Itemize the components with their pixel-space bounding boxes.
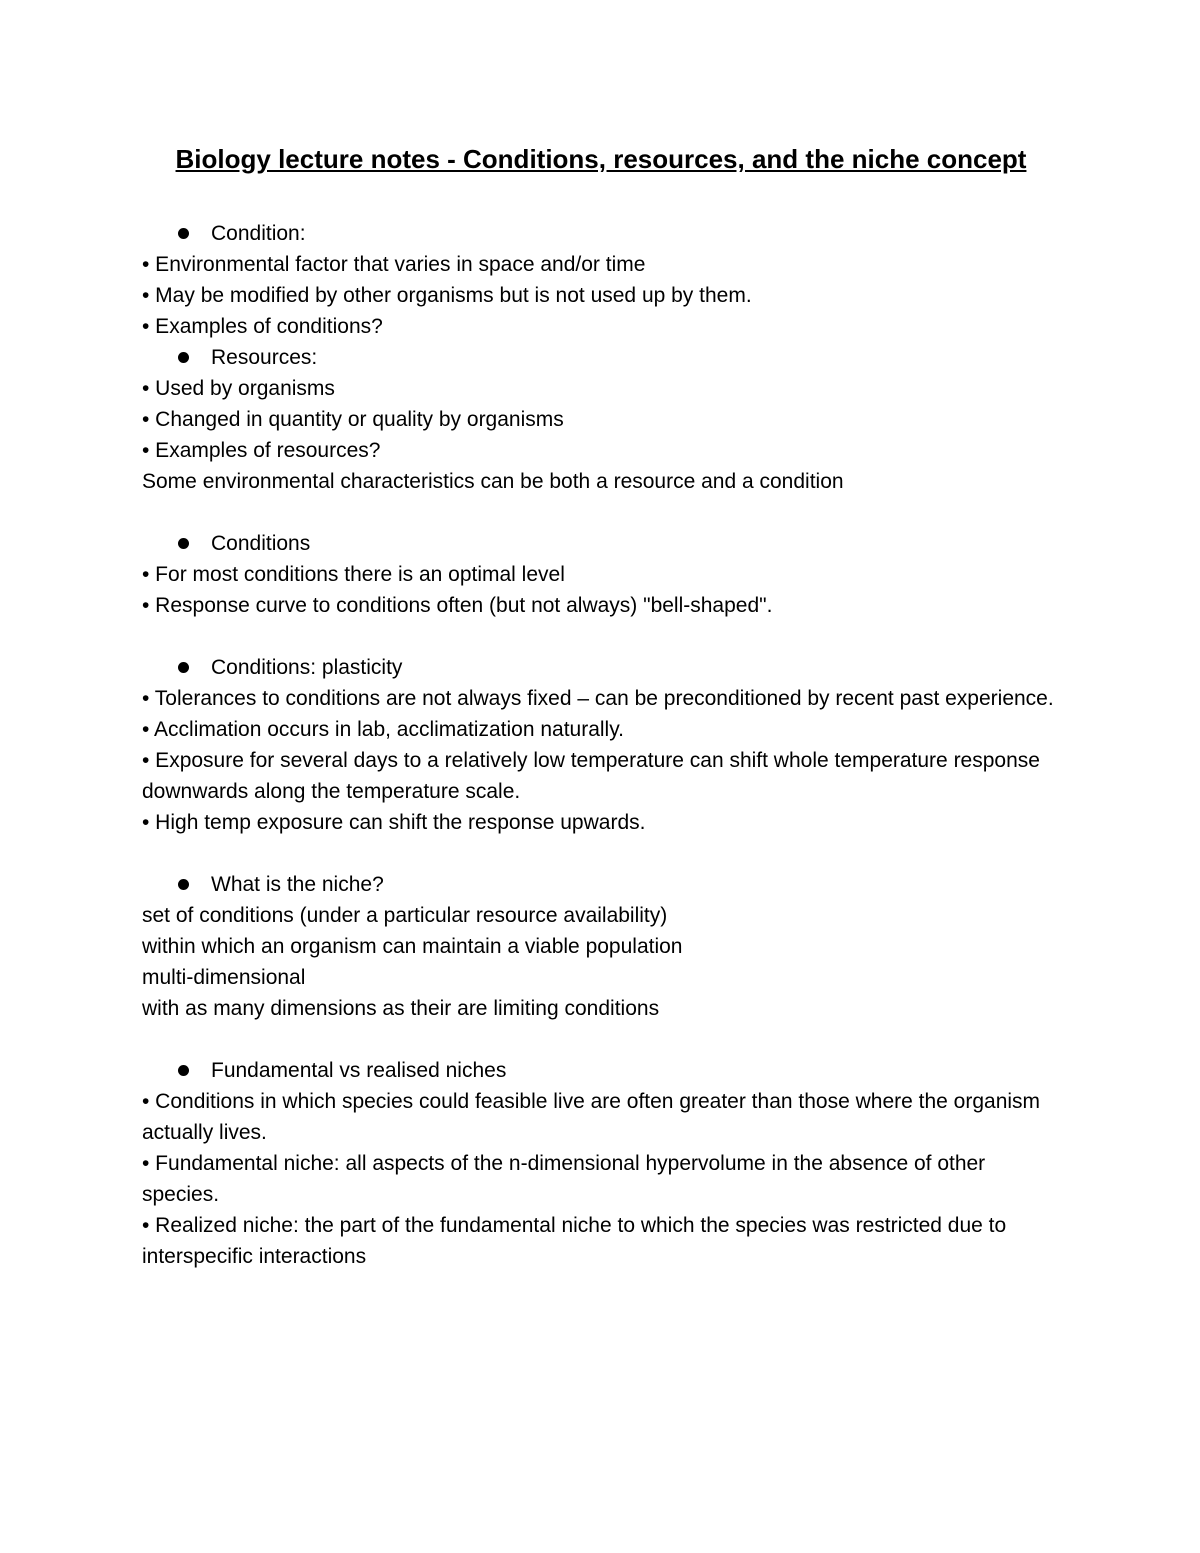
section-heading-label: Resources: xyxy=(211,346,318,369)
document-title: Biology lecture notes - Conditions, resources, and the niche concept xyxy=(175,144,1027,174)
note-line: • May be modified by other organisms but is not used up by them. xyxy=(142,284,752,307)
note-line: • Changed in quantity or quality by organisms xyxy=(142,408,564,431)
section-heading-label: Condition: xyxy=(211,222,306,245)
section-heading xyxy=(142,652,1060,683)
note-line: set of conditions (under a particular resource availability) xyxy=(142,904,668,927)
bullet-icon xyxy=(178,352,189,363)
note-line: Some environmental characteristics can be both a resource and a condition xyxy=(142,470,844,493)
spacer xyxy=(142,497,1060,528)
document-page xyxy=(142,140,1060,1272)
bullet-icon xyxy=(178,662,189,673)
section-heading xyxy=(142,1055,1060,1086)
note-line: with as many dimensions as their are limiting conditions xyxy=(142,997,660,1020)
spacer xyxy=(142,838,1060,869)
note-line: • Conditions in which species could feasible live are often greater than those where the organism actually lives. xyxy=(142,1090,1041,1144)
section-resources xyxy=(142,342,1060,497)
section-heading-label: Fundamental vs realised niches xyxy=(211,1059,507,1082)
note-line: • Acclimation occurs in lab, acclimatization naturally. xyxy=(142,718,624,741)
section-condition xyxy=(142,218,1060,342)
bullet-icon xyxy=(178,228,189,239)
note-line: within which an organism can maintain a viable population xyxy=(142,935,683,958)
section-niche xyxy=(142,869,1060,1024)
spacer xyxy=(142,1024,1060,1055)
spacer xyxy=(142,621,1060,652)
note-line: multi-dimensional xyxy=(142,966,306,989)
note-line: • Exposure for several days to a relatively low temperature can shift whole temperature response downwards along the temperature scale. xyxy=(142,749,1040,803)
section-conditions xyxy=(142,528,1060,621)
note-line: • Tolerances to conditions are not always fixed – can be preconditioned by recent past experience. xyxy=(142,687,1054,710)
section-heading xyxy=(142,869,1060,900)
section-heading-label: Conditions: plasticity xyxy=(211,656,403,679)
note-line: • For most conditions there is an optimal level xyxy=(142,563,565,586)
section-fundamental-realised xyxy=(142,1055,1060,1272)
section-heading-label: Conditions xyxy=(211,532,311,555)
note-line: • Examples of conditions? xyxy=(142,315,383,338)
bullet-icon xyxy=(178,1065,189,1076)
note-line: • Realized niche: the part of the fundamental niche to which the species was restricted due to interspecific interactions xyxy=(142,1214,1007,1268)
note-line: • Response curve to conditions often (but not always) "bell-shaped". xyxy=(142,594,773,617)
note-line: • Environmental factor that varies in space and/or time xyxy=(142,253,646,276)
section-heading-label: What is the niche? xyxy=(211,873,384,896)
bullet-icon xyxy=(178,538,189,549)
section-heading xyxy=(142,218,1060,249)
section-plasticity xyxy=(142,652,1060,838)
note-line: • Used by organisms xyxy=(142,377,335,400)
note-line: • High temp exposure can shift the response upwards. xyxy=(142,811,646,834)
section-heading xyxy=(142,528,1060,559)
section-heading xyxy=(142,342,1060,373)
note-line: • Examples of resources? xyxy=(142,439,381,462)
note-line: • Fundamental niche: all aspects of the n-dimensional hypervolume in the absence of other species. xyxy=(142,1152,986,1206)
bullet-icon xyxy=(178,879,189,890)
